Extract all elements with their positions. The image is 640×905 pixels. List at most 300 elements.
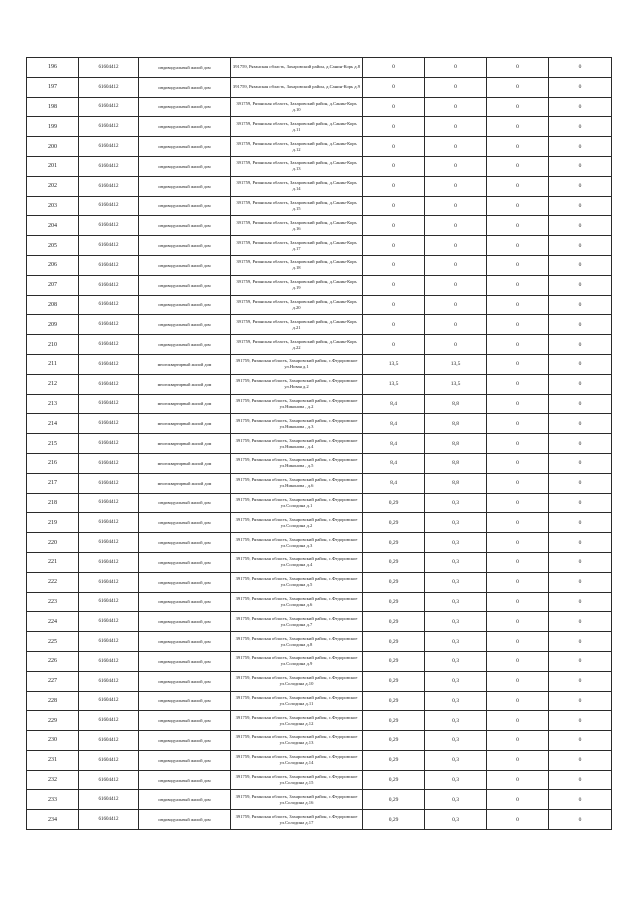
value-cell-3: 0 [487, 216, 549, 236]
table-row [27, 196, 612, 216]
building-type-cell: индивидуальный жилой дом [139, 592, 231, 612]
value-cell-3: 0 [487, 58, 549, 78]
value-cell-3: 0 [487, 731, 549, 751]
table-row [27, 156, 612, 176]
address-cell: 391759, Рязанская область, Захаровский район, с.Федоровское ул.Солодина д.10 [231, 671, 363, 691]
address-cell: 391759, Рязанская область, Захаровский район, с.Федоровское ул.Солодина д.11 [231, 691, 363, 711]
address-cell: 391759, Рязанская область, Захаровский район, с.Федоровское ул.Солодина д.2 [231, 513, 363, 533]
value-cell-3: 0 [487, 790, 549, 810]
table-row [27, 612, 612, 632]
table-row [27, 671, 612, 691]
table-row [27, 374, 612, 394]
value-cell-2: 8,8 [425, 473, 487, 493]
value-cell-4: 0 [549, 354, 612, 374]
value-cell-2: 0,3 [425, 770, 487, 790]
value-cell-2: 8,8 [425, 434, 487, 454]
address-cell: 391759, Рязанская область, Захаровский район, д.Санин-Корь д.22 [231, 335, 363, 355]
value-cell-2: 0,3 [425, 731, 487, 751]
value-cell-4: 0 [549, 414, 612, 434]
building-type-cell: многоквартирный жилой дом [139, 354, 231, 374]
code-cell: 61604412 [79, 196, 139, 216]
address-cell: 391759, Рязанская область, Захаровский район, с.Федоровское ул.Солодина д.15 [231, 770, 363, 790]
code-cell: 61604412 [79, 156, 139, 176]
table-row [27, 58, 612, 78]
building-type-cell: индивидуальный жилой дом [139, 236, 231, 256]
row-number-cell: 219 [27, 513, 79, 533]
building-type-cell: индивидуальный жилой дом [139, 275, 231, 295]
address-cell: 391759, Рязанская область, Захаровский район, с.Федоровское ул.Никонова , д.5 [231, 453, 363, 473]
value-cell-1: 0,29 [363, 592, 425, 612]
code-cell: 61604412 [79, 315, 139, 335]
code-cell: 61604412 [79, 711, 139, 731]
code-cell: 61604412 [79, 632, 139, 652]
address-cell: 391759, Рязанская область, Захаровский район, д.Санин-Корь д.10 [231, 97, 363, 117]
row-number-cell: 208 [27, 295, 79, 315]
address-cell: 391759, Рязанская область, Захаровский район, с.Федоровское ул.Солодина д.3 [231, 533, 363, 553]
value-cell-3: 0 [487, 255, 549, 275]
table-row [27, 513, 612, 533]
row-number-cell: 230 [27, 731, 79, 751]
value-cell-4: 0 [549, 770, 612, 790]
row-number-cell: 201 [27, 156, 79, 176]
value-cell-4: 0 [549, 612, 612, 632]
row-number-cell: 232 [27, 770, 79, 790]
code-cell: 61604412 [79, 651, 139, 671]
building-type-cell: индивидуальный жилой дом [139, 196, 231, 216]
value-cell-1: 0,29 [363, 632, 425, 652]
row-number-cell: 206 [27, 255, 79, 275]
table-row [27, 216, 612, 236]
table-row [27, 315, 612, 335]
building-type-cell: индивидуальный жилой дом [139, 97, 231, 117]
building-type-cell: индивидуальный жилой дом [139, 552, 231, 572]
table-row [27, 493, 612, 513]
building-type-cell: индивидуальный жилой дом [139, 58, 231, 78]
value-cell-2: 0,3 [425, 750, 487, 770]
row-number-cell: 197 [27, 77, 79, 97]
value-cell-2: 0,3 [425, 493, 487, 513]
table-row [27, 77, 612, 97]
value-cell-4: 0 [549, 97, 612, 117]
code-cell: 61604412 [79, 691, 139, 711]
code-cell: 61604412 [79, 117, 139, 137]
code-cell: 61604412 [79, 493, 139, 513]
row-number-cell: 216 [27, 453, 79, 473]
value-cell-4: 0 [549, 750, 612, 770]
value-cell-3: 0 [487, 414, 549, 434]
table-row [27, 414, 612, 434]
value-cell-1: 0 [363, 176, 425, 196]
address-cell: 391759, Рязанская область, Захаровский район, д.Санин-Корь д.17 [231, 236, 363, 256]
address-cell: 391759, Рязанская область, Захаровский район, д.Санин-Корь д.19 [231, 275, 363, 295]
value-cell-3: 0 [487, 691, 549, 711]
code-cell: 61604412 [79, 236, 139, 256]
row-number-cell: 203 [27, 196, 79, 216]
value-cell-4: 0 [549, 295, 612, 315]
address-cell: 391759, Рязанская область, Захаровский район, с.Федоровское ул.Никонова , д.4 [231, 434, 363, 454]
building-type-cell: индивидуальный жилой дом [139, 513, 231, 533]
code-cell: 61604412 [79, 453, 139, 473]
value-cell-1: 8,4 [363, 453, 425, 473]
value-cell-1: 0 [363, 156, 425, 176]
table-row [27, 354, 612, 374]
value-cell-3: 0 [487, 236, 549, 256]
value-cell-4: 0 [549, 473, 612, 493]
value-cell-2: 0 [425, 156, 487, 176]
value-cell-4: 0 [549, 196, 612, 216]
building-type-cell: индивидуальный жилой дом [139, 711, 231, 731]
value-cell-1: 0,29 [363, 493, 425, 513]
row-number-cell: 196 [27, 58, 79, 78]
table-row [27, 117, 612, 137]
row-number-cell: 227 [27, 671, 79, 691]
row-number-cell: 202 [27, 176, 79, 196]
value-cell-4: 0 [549, 315, 612, 335]
code-cell: 61604412 [79, 414, 139, 434]
row-number-cell: 205 [27, 236, 79, 256]
building-type-cell: индивидуальный жилой дом [139, 156, 231, 176]
table-row [27, 335, 612, 355]
value-cell-2: 0,3 [425, 691, 487, 711]
value-cell-2: 0,3 [425, 513, 487, 533]
value-cell-2: 0 [425, 335, 487, 355]
building-type-cell: индивидуальный жилой дом [139, 137, 231, 157]
table-row [27, 731, 612, 751]
row-number-cell: 233 [27, 790, 79, 810]
row-number-cell: 217 [27, 473, 79, 493]
value-cell-1: 0,29 [363, 612, 425, 632]
building-type-cell: индивидуальный жилой дом [139, 731, 231, 751]
value-cell-1: 0,29 [363, 790, 425, 810]
value-cell-4: 0 [549, 434, 612, 454]
table-row [27, 137, 612, 157]
value-cell-3: 0 [487, 315, 549, 335]
value-cell-1: 0,29 [363, 513, 425, 533]
value-cell-2: 0,3 [425, 651, 487, 671]
value-cell-3: 0 [487, 810, 549, 830]
table-row [27, 552, 612, 572]
code-cell: 61604412 [79, 176, 139, 196]
code-cell: 61604412 [79, 473, 139, 493]
value-cell-4: 0 [549, 632, 612, 652]
address-cell: 391759, Рязанская область, Захаровский район, д.Санин-Корь д.14 [231, 176, 363, 196]
value-cell-1: 0 [363, 97, 425, 117]
value-cell-4: 0 [549, 156, 612, 176]
value-cell-4: 0 [549, 671, 612, 691]
row-number-cell: 220 [27, 533, 79, 553]
code-cell: 61604412 [79, 513, 139, 533]
value-cell-3: 0 [487, 354, 549, 374]
value-cell-2: 0,3 [425, 592, 487, 612]
row-number-cell: 234 [27, 810, 79, 830]
value-cell-1: 0 [363, 335, 425, 355]
value-cell-1: 0,29 [363, 691, 425, 711]
row-number-cell: 211 [27, 354, 79, 374]
row-number-cell: 226 [27, 651, 79, 671]
value-cell-1: 0 [363, 77, 425, 97]
value-cell-1: 8,4 [363, 414, 425, 434]
value-cell-4: 0 [549, 394, 612, 414]
value-cell-1: 8,4 [363, 394, 425, 414]
table-row [27, 790, 612, 810]
row-number-cell: 231 [27, 750, 79, 770]
address-cell: 391759, Рязанская область, Захаровский район, д.Санин-Корь д.11 [231, 117, 363, 137]
address-cell: 391759, Рязанская область, Захаровский район, с.Федоровское ул.Новая д.1 [231, 354, 363, 374]
address-cell: 391759, Рязанская область, Захаровский район, с.Федоровское ул.Солодина д.17 [231, 810, 363, 830]
value-cell-1: 8,4 [363, 434, 425, 454]
address-cell: 391759, Рязанская область, Захаровский район, с.Федоровское ул.Никонова , д.3 [231, 414, 363, 434]
row-number-cell: 223 [27, 592, 79, 612]
value-cell-4: 0 [549, 137, 612, 157]
code-cell: 61604412 [79, 335, 139, 355]
value-cell-4: 0 [549, 810, 612, 830]
address-cell: 391759, Рязанская область, Захаровский район, д.Санин-Корь д.16 [231, 216, 363, 236]
table-row [27, 434, 612, 454]
code-cell: 61604412 [79, 216, 139, 236]
value-cell-3: 0 [487, 295, 549, 315]
value-cell-4: 0 [549, 513, 612, 533]
value-cell-4: 0 [549, 572, 612, 592]
code-cell: 61604412 [79, 137, 139, 157]
value-cell-2: 0,3 [425, 612, 487, 632]
value-cell-1: 0,29 [363, 651, 425, 671]
value-cell-2: 0,3 [425, 671, 487, 691]
value-cell-2: 0 [425, 196, 487, 216]
value-cell-3: 0 [487, 275, 549, 295]
building-type-cell: индивидуальный жилой дом [139, 315, 231, 335]
address-cell: 391759, Рязанская область, Захаровский район, с.Федоровское ул.Солодина д.14 [231, 750, 363, 770]
value-cell-1: 0 [363, 196, 425, 216]
value-cell-3: 0 [487, 552, 549, 572]
building-type-cell: индивидуальный жилой дом [139, 770, 231, 790]
row-number-cell: 218 [27, 493, 79, 513]
value-cell-1: 0,29 [363, 711, 425, 731]
value-cell-3: 0 [487, 632, 549, 652]
building-type-cell: многоквартирный жилой дом [139, 453, 231, 473]
table-row [27, 651, 612, 671]
value-cell-1: 0 [363, 216, 425, 236]
value-cell-2: 0 [425, 77, 487, 97]
row-number-cell: 224 [27, 612, 79, 632]
value-cell-3: 0 [487, 533, 549, 553]
value-cell-3: 0 [487, 572, 549, 592]
value-cell-3: 0 [487, 711, 549, 731]
value-cell-4: 0 [549, 216, 612, 236]
row-number-cell: 207 [27, 275, 79, 295]
register-table [26, 57, 612, 830]
building-type-cell: индивидуальный жилой дом [139, 632, 231, 652]
address-cell: 391759, Рязанская область, Захаровский район, с.Федоровское ул.Солодина д.13 [231, 731, 363, 751]
address-cell: 391759, Рязанская область, Захаровский район, д.Санин-Корь д.9 [231, 77, 363, 97]
code-cell: 61604412 [79, 671, 139, 691]
value-cell-3: 0 [487, 196, 549, 216]
building-type-cell: индивидуальный жилой дом [139, 335, 231, 355]
code-cell: 61604412 [79, 612, 139, 632]
building-type-cell: индивидуальный жилой дом [139, 572, 231, 592]
code-cell: 61604412 [79, 434, 139, 454]
value-cell-4: 0 [549, 731, 612, 751]
value-cell-1: 13,5 [363, 374, 425, 394]
code-cell: 61604412 [79, 592, 139, 612]
value-cell-3: 0 [487, 77, 549, 97]
table-row [27, 770, 612, 790]
address-cell: 391759, Рязанская область, Захаровский район, с.Федоровское ул.Солодина д.5 [231, 572, 363, 592]
address-cell: 391759, Рязанская область, Захаровский район, д.Санин-Корь д.8 [231, 58, 363, 78]
building-type-cell: индивидуальный жилой дом [139, 612, 231, 632]
table-row [27, 473, 612, 493]
value-cell-2: 8,8 [425, 394, 487, 414]
address-cell: 391759, Рязанская область, Захаровский район, с.Федоровское ул.Солодина д.6 [231, 592, 363, 612]
value-cell-2: 13,5 [425, 354, 487, 374]
value-cell-1: 0 [363, 255, 425, 275]
value-cell-1: 0,29 [363, 572, 425, 592]
building-type-cell: индивидуальный жилой дом [139, 671, 231, 691]
value-cell-1: 13,5 [363, 354, 425, 374]
value-cell-1: 0 [363, 236, 425, 256]
value-cell-2: 8,8 [425, 414, 487, 434]
value-cell-4: 0 [549, 58, 612, 78]
value-cell-4: 0 [549, 255, 612, 275]
code-cell: 61604412 [79, 552, 139, 572]
table-row [27, 236, 612, 256]
value-cell-4: 0 [549, 275, 612, 295]
value-cell-1: 0 [363, 58, 425, 78]
value-cell-2: 0 [425, 117, 487, 137]
building-type-cell: индивидуальный жилой дом [139, 533, 231, 553]
table-row [27, 592, 612, 612]
value-cell-4: 0 [549, 236, 612, 256]
value-cell-1: 0,29 [363, 671, 425, 691]
code-cell: 61604412 [79, 810, 139, 830]
building-type-cell: многоквартирный жилой дом [139, 394, 231, 414]
address-cell: 391759, Рязанская область, Захаровский район, д.Санин-Корь д.20 [231, 295, 363, 315]
code-cell: 61604412 [79, 770, 139, 790]
value-cell-1: 0,29 [363, 750, 425, 770]
value-cell-4: 0 [549, 453, 612, 473]
address-cell: 391759, Рязанская область, Захаровский район, д.Санин-Корь д.18 [231, 255, 363, 275]
row-number-cell: 214 [27, 414, 79, 434]
address-cell: 391759, Рязанская область, Захаровский район, д.Санин-Корь д.13 [231, 156, 363, 176]
value-cell-3: 0 [487, 374, 549, 394]
value-cell-4: 0 [549, 374, 612, 394]
code-cell: 61604412 [79, 572, 139, 592]
value-cell-4: 0 [549, 176, 612, 196]
value-cell-2: 0,3 [425, 552, 487, 572]
value-cell-4: 0 [549, 691, 612, 711]
building-type-cell: многоквартирный жилой дом [139, 473, 231, 493]
value-cell-2: 0,3 [425, 790, 487, 810]
value-cell-1: 0,29 [363, 810, 425, 830]
value-cell-2: 0,3 [425, 711, 487, 731]
value-cell-4: 0 [549, 790, 612, 810]
address-cell: 391759, Рязанская область, Захаровский район, с.Федоровское ул.Солодина д.8 [231, 632, 363, 652]
value-cell-3: 0 [487, 612, 549, 632]
table-row [27, 97, 612, 117]
value-cell-1: 0,29 [363, 533, 425, 553]
code-cell: 61604412 [79, 533, 139, 553]
table-row [27, 255, 612, 275]
value-cell-3: 0 [487, 513, 549, 533]
value-cell-2: 0 [425, 315, 487, 335]
building-type-cell: индивидуальный жилой дом [139, 216, 231, 236]
value-cell-2: 13,5 [425, 374, 487, 394]
value-cell-1: 0,29 [363, 552, 425, 572]
row-number-cell: 229 [27, 711, 79, 731]
value-cell-1: 0 [363, 295, 425, 315]
value-cell-2: 0 [425, 97, 487, 117]
table-row [27, 453, 612, 473]
row-number-cell: 213 [27, 394, 79, 414]
value-cell-4: 0 [549, 117, 612, 137]
value-cell-3: 0 [487, 434, 549, 454]
value-cell-2: 0 [425, 58, 487, 78]
value-cell-3: 0 [487, 453, 549, 473]
building-type-cell: многоквартирный жилой дом [139, 414, 231, 434]
address-cell: 391759, Рязанская область, Захаровский район, д.Санин-Корь д.15 [231, 196, 363, 216]
value-cell-1: 8,4 [363, 473, 425, 493]
table-row [27, 691, 612, 711]
table-row [27, 632, 612, 652]
value-cell-1: 0,29 [363, 731, 425, 751]
address-cell: 391759, Рязанская область, Захаровский район, с.Федоровское ул.Солодина д.16 [231, 790, 363, 810]
value-cell-4: 0 [549, 651, 612, 671]
row-number-cell: 221 [27, 552, 79, 572]
row-number-cell: 228 [27, 691, 79, 711]
code-cell: 61604412 [79, 77, 139, 97]
value-cell-3: 0 [487, 97, 549, 117]
building-type-cell: индивидуальный жилой дом [139, 493, 231, 513]
value-cell-1: 0 [363, 315, 425, 335]
value-cell-3: 0 [487, 750, 549, 770]
address-cell: 391759, Рязанская область, Захаровский район, с.Федоровское ул.Солодина д.7 [231, 612, 363, 632]
value-cell-3: 0 [487, 592, 549, 612]
value-cell-3: 0 [487, 671, 549, 691]
value-cell-3: 0 [487, 473, 549, 493]
address-cell: 391759, Рязанская область, Захаровский район, д.Санин-Корь д.12 [231, 137, 363, 157]
table-row [27, 750, 612, 770]
value-cell-4: 0 [549, 77, 612, 97]
value-cell-2: 0 [425, 137, 487, 157]
building-type-cell: многоквартирный жилой дом [139, 374, 231, 394]
code-cell: 61604412 [79, 394, 139, 414]
value-cell-3: 0 [487, 770, 549, 790]
building-type-cell: индивидуальный жилой дом [139, 750, 231, 770]
value-cell-2: 0 [425, 255, 487, 275]
value-cell-4: 0 [549, 592, 612, 612]
value-cell-4: 0 [549, 493, 612, 513]
value-cell-1: 0 [363, 275, 425, 295]
table-row [27, 394, 612, 414]
row-number-cell: 200 [27, 137, 79, 157]
address-cell: 391759, Рязанская область, Захаровский район, с.Федоровское ул.Солодина д.9 [231, 651, 363, 671]
table-row [27, 275, 612, 295]
value-cell-2: 0 [425, 176, 487, 196]
address-cell: 391759, Рязанская область, Захаровский район, с.Федоровское ул.Никонова , д.2 [231, 394, 363, 414]
row-number-cell: 210 [27, 335, 79, 355]
table-row [27, 711, 612, 731]
value-cell-3: 0 [487, 651, 549, 671]
row-number-cell: 199 [27, 117, 79, 137]
code-cell: 61604412 [79, 295, 139, 315]
value-cell-4: 0 [549, 335, 612, 355]
value-cell-1: 0,29 [363, 770, 425, 790]
code-cell: 61604412 [79, 750, 139, 770]
address-cell: 391759, Рязанская область, Захаровский район, с.Федоровское ул.Солодина д.12 [231, 711, 363, 731]
table-row [27, 295, 612, 315]
value-cell-3: 0 [487, 137, 549, 157]
address-cell: 391759, Рязанская область, Захаровский район, с.Федоровское ул.Солодина д.4 [231, 552, 363, 572]
value-cell-4: 0 [549, 533, 612, 553]
